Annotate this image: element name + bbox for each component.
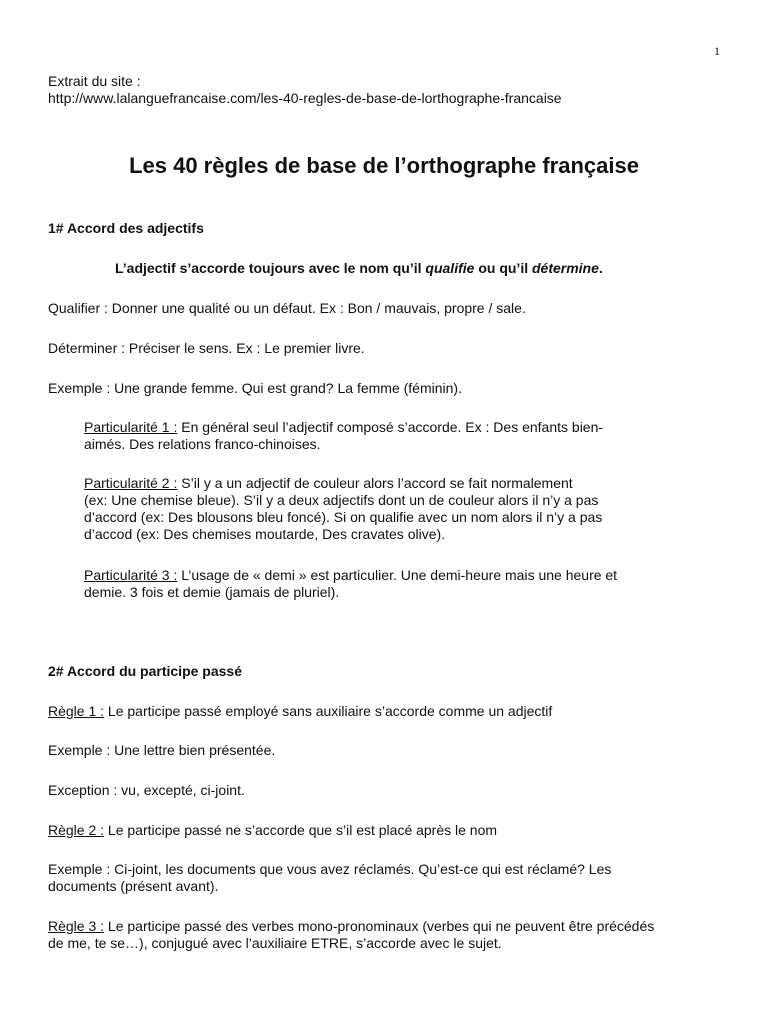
particularite-1-line1: En général seul l’adjectif composé s’accorde. Ex : Des enfants bien- bbox=[177, 419, 604, 435]
source-url: http://www.lalanguefrancaise.com/les-40-regles-de-base-de-lorthographe-francaise bbox=[48, 90, 562, 106]
page-number: 1 bbox=[714, 44, 720, 58]
regle-2-label: Règle 2 : bbox=[48, 822, 105, 838]
rule-text-part3: . bbox=[598, 260, 603, 276]
section1-heading: 1# Accord des adjectifs bbox=[48, 220, 204, 236]
source-label: Extrait du site : bbox=[48, 73, 141, 89]
source-block bbox=[48, 73, 720, 107]
regle-2-text: Le participe passé ne s’accorde que s’il est placé après le nom bbox=[104, 822, 498, 838]
rule-text-part1: L’adjectif s’accorde toujours avec le nom qu’il bbox=[115, 260, 426, 276]
determiner-definition: Déterminer : Préciser le sens. Ex : Le premier livre. bbox=[48, 340, 365, 356]
particularite-3-line1: L’usage de « demi » est particulier. Une demi-heure mais une heure et bbox=[177, 567, 618, 583]
particularite-2-label: Particularité 2 : bbox=[84, 475, 178, 491]
regle-3-label: Règle 3 : bbox=[48, 918, 105, 934]
particularite-3-label: Particularité 3 : bbox=[84, 567, 178, 583]
rule-determine: détermine bbox=[531, 260, 599, 276]
particularite-2-line4: d’accod (ex: Des chemises moutarde, Des cravates olive). bbox=[84, 526, 446, 542]
particularite-1-line2: aimés. Des relations franco-chinoises. bbox=[84, 436, 321, 452]
rule-text-part2: ou qu’il bbox=[474, 260, 532, 276]
particularite-1 bbox=[84, 419, 704, 453]
regle-3-line1: Le participe passé des verbes mono-pronominaux (verbes qui ne peuvent être précédés bbox=[104, 918, 655, 934]
particularite-2-line3: d’accord (ex: Des blousons bleu foncé). Si on qualifie avec un nom alors il n’y a pas bbox=[84, 509, 603, 525]
document-title: Les 40 règles de base de l’orthographe française bbox=[129, 153, 639, 178]
regle-1 bbox=[48, 703, 720, 720]
regle-1-label: Règle 1 : bbox=[48, 703, 105, 719]
particularite-3 bbox=[84, 567, 704, 601]
regle-1-text: Le participe passé employé sans auxiliaire s’accorde comme un adjectif bbox=[104, 703, 553, 719]
section2-example2 bbox=[48, 861, 720, 895]
regle-3-line2: de me, te se…), conjugué avec l’auxiliaire ETRE, s’accorde avec le sujet. bbox=[48, 935, 502, 951]
regle-2 bbox=[48, 822, 720, 839]
section2-example1: Exemple : Une lettre bien présentée. bbox=[48, 742, 276, 758]
section1-example: Exemple : Une grande femme. Qui est grand? La femme (féminin). bbox=[48, 380, 462, 396]
section2-heading: 2# Accord du participe passé bbox=[48, 663, 242, 679]
particularite-2-line2: (ex: Une chemise bleue). S’il y a deux adjectifs dont un de couleur alors il n’y a pas bbox=[84, 492, 599, 508]
section1-rule bbox=[115, 260, 715, 277]
particularite-3-line2: demie. 3 fois et demie (jamais de pluriel). bbox=[84, 584, 340, 600]
particularite-2 bbox=[84, 475, 704, 543]
particularite-2-line1: S’il y a un adjectif de couleur alors l’accord se fait normalement bbox=[177, 475, 573, 491]
qualifier-definition: Qualifier : Donner une qualité ou un défaut. Ex : Bon / mauvais, propre / sale. bbox=[48, 300, 526, 316]
section2-example2-line1: Exemple : Ci-joint, les documents que vous avez réclamés. Qu’est-ce qui est réclamé? Les bbox=[48, 861, 612, 877]
section2-exception: Exception : vu, excepté, ci-joint. bbox=[48, 782, 245, 798]
rule-qualifie: qualifie bbox=[425, 260, 475, 276]
regle-3 bbox=[48, 918, 720, 952]
particularite-1-label: Particularité 1 : bbox=[84, 419, 178, 435]
section2-example2-line2: documents (présent avant). bbox=[48, 878, 219, 894]
